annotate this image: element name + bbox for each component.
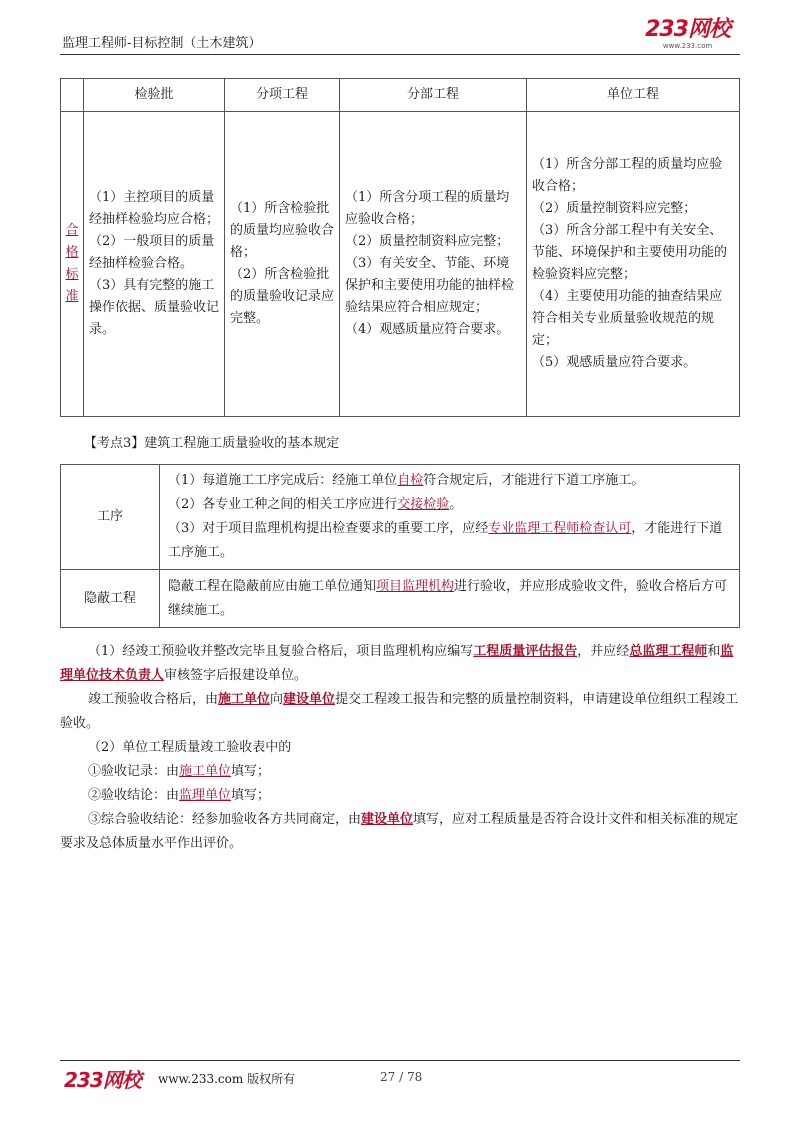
paragraph-5: ②验收结论：由监理单位填写； [88,788,271,803]
column-header-sub-item: 分项工程 [225,79,340,112]
paragraph-3: （2）单位工程质量竣工验收表中的 [88,740,292,755]
paragraph-6: ③综合验收结论：经参加验收各方共同商定，由建设单位填写，应对工程质量是否符合设计文件和相关标准的规定要求及总体质量水平作出评价。 [60,812,739,851]
column-header-sub-division: 分部工程 [340,79,527,112]
column-header-unit-project: 单位工程 [527,79,740,112]
kaodian-title: 【考点3】建筑工程施工质量验收的基本规定 [84,436,340,451]
cell-process-body [160,465,740,570]
table-header-row [61,79,740,112]
cell-inspection-lot: （1）主控项目的质量经抽样检验均应合格； （2）一般项目的质量经抽样检验合格。 （3）具有完整的施工操作依据、质量验收记录。 [84,112,225,417]
link-technical-lead[interactable]: 监理单位技术负责人 [60,644,734,683]
row-label-concealed: 隐蔽工程 [61,570,160,628]
link-engineer-approval[interactable]: 专业监理工程师检查认可 [488,521,632,536]
process-line-2: （2）各专业工种之间的相关工序应进行交接检验。 [168,497,463,512]
process-line-1: （1）每道施工工序完成后：经施工单位自检符合规定后，才能进行下道工序施工。 [168,473,645,488]
cell-unit-project: （1）所含分部工程的质量均应验收合格； （2）质量控制资料应完整； （3）所含分部工程中有关安全、节能、环境保护和主要使用功能的检验资料应完整； （4）主要使用功能的抽查结果应符合相关专业质量验收规范的规定； （5）观感质量应符合要求。 [527,112,740,417]
page-header-title: 监理工程师-目标控制（土木建筑） [62,36,262,51]
acceptance-criteria-table [60,78,740,417]
logo-url: www.233.com [662,42,713,50]
link-handover-inspection[interactable]: 交接检验 [397,497,450,512]
page-number: 27 / 78 [380,1070,423,1084]
table-row-concealed [61,570,740,628]
cell-sub-item: （1）所含检验批的质量均应验收合格； （2）所含检验批的质量验收记录应完整。 [225,112,340,417]
table-row-process [61,465,740,570]
cell-concealed-body: 隐蔽工程在隐蔽前应由施工单位通知项目监理机构进行验收，并应形成验收文件，验收合格后方可继续施工。 [160,570,740,628]
row-label-link[interactable]: 合格标准 [65,223,79,304]
link-record-construction-unit[interactable]: 施工单位 [179,764,232,779]
link-supervision-org[interactable]: 项目监理机构 [376,578,455,594]
paragraph-1: （1）经竣工预验收并整改完毕且复验合格后，项目监理机构应编写工程质量评估报告，并应经总监理工程师和监理单位技术负责人审核签字后报建设单位。 [60,644,734,683]
row-label-process: 工序 [61,465,160,570]
link-conclusion-supervision-unit[interactable]: 监理单位 [179,788,232,803]
link-owner-unit[interactable]: 建设单位 [283,692,336,707]
link-quality-report[interactable]: 工程质量评估报告 [473,644,578,659]
paragraph-2: 竣工预验收合格后，由施工单位向建设单位提交工程竣工报告和完整的质量控制资料，申请建设单位组织工程竣工验收。 [60,692,739,731]
link-overall-owner-unit[interactable]: 建设单位 [361,812,414,827]
cell-sub-division: （1）所含分项工程的质量均应验收合格； （2）质量控制资料应完整； （3）有关安全、节能、环境保护和主要使用功能的抽样检验结果应符合相应规定； （4）观感质量应符合要求。 [340,112,527,417]
footer-divider [60,1060,740,1061]
column-header-inspection-lot: 检验批 [84,79,225,112]
footer-copyright: www.233.com 版权所有 [158,1072,296,1086]
table-row-criteria [61,112,740,417]
column-header-blank [61,79,84,112]
quality-rules-table [60,464,740,628]
footer-logo[interactable]: 233网校 [64,1068,141,1092]
row-label-cell [61,112,84,417]
logo-mark: 233网校 [645,17,730,42]
link-chief-engineer[interactable]: 总监理工程师 [629,644,708,659]
paragraph-4: ①验收记录：由施工单位填写； [88,764,271,779]
process-line-3: （3）对于项目监理机构提出检查要求的重要工序，应经专业监理工程师检查认可，才能进行下道工序施工。 [168,521,723,560]
link-self-inspection[interactable]: 自检 [397,473,424,488]
link-construction-unit[interactable]: 施工单位 [218,692,271,707]
brand-logo[interactable] [645,18,730,50]
header-divider [60,54,740,55]
